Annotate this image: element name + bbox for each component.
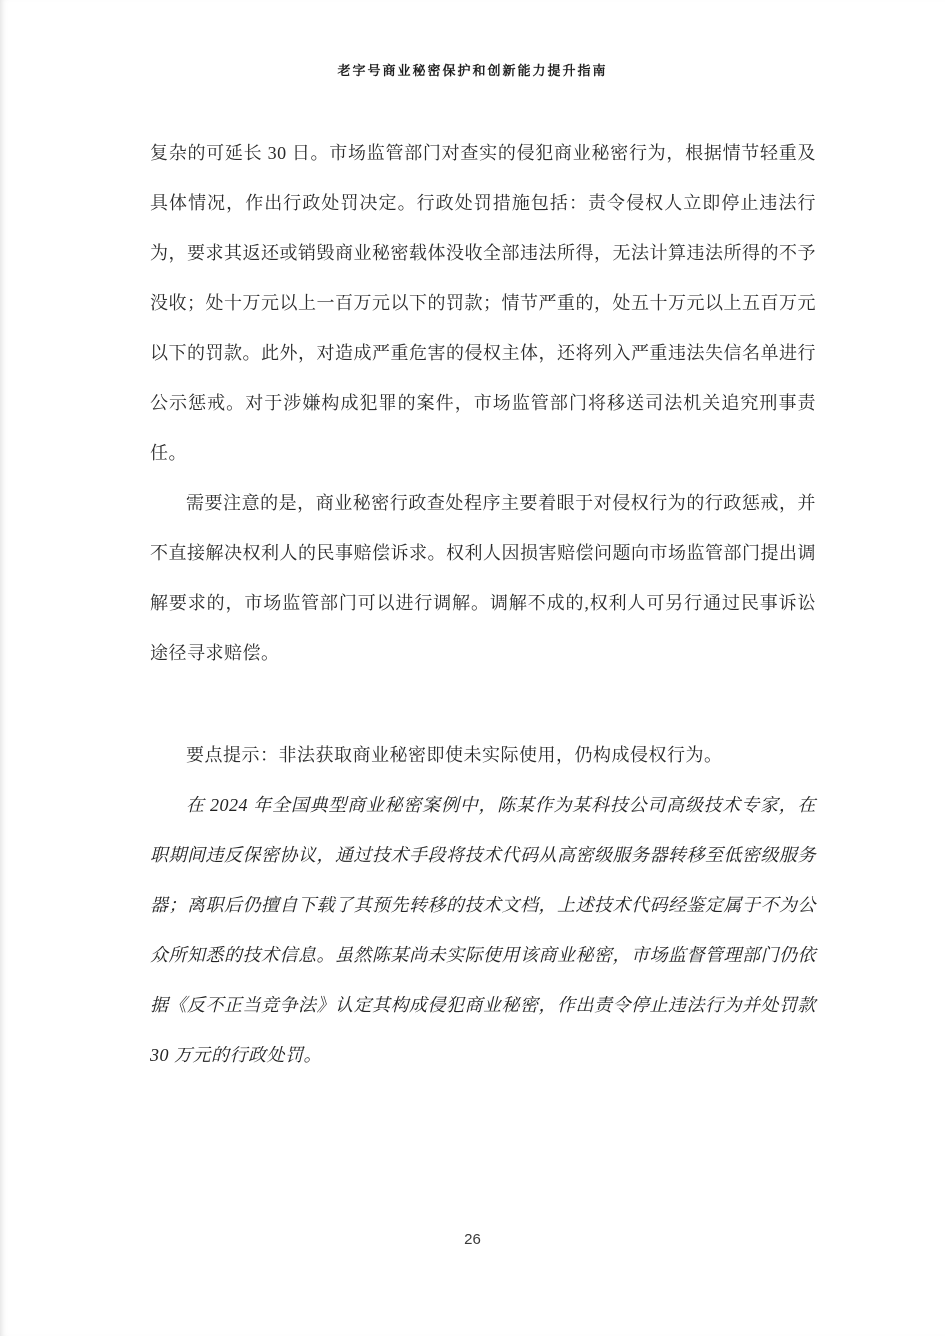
key-point-tip: 要点提示：非法获取商业秘密即使未实际使用，仍构成侵权行为。	[186, 745, 723, 765]
body-paragraph-continuation: 复杂的可延长 30 日。市场监管部门对查实的侵犯商业秘密行为，根据情节轻重及具体情况，作出行政处罚决定。行政处罚措施包括：责令侵权人立即停止违法行为，要求其返还或销毁商业秘密载体没收全部违法所得，无法计算违法所得的不予没收；处十万元以上一百万元以下的罚款；情节严重的，处五十万元以上五百万元以下的罚款。此外，对造成严重危害的侵权主体，还将列入严重违法失信名单进行公示惩戒。对于涉嫌构成犯罪的案件，市场监管部门将移送司法机关追究刑事责任。	[150, 143, 816, 463]
document-body	[150, 128, 816, 1080]
body-paragraph-mediation: 需要注意的是，商业秘密行政查处程序主要着眼于对侵权行为的行政惩戒，并不直接解决权利人的民事赔偿诉求。权利人因损害赔偿问题向市场监管部门提出调解要求的，市场监管部门可以进行调解。调解不成的,权利人可另行通过民事诉讼途径寻求赔偿。	[150, 493, 816, 663]
page-header-title: 老字号商业秘密保护和创新能力提升指南	[337, 63, 608, 78]
page-number: 26	[464, 1231, 481, 1248]
case-study-paragraph: 在 2024 年全国典型商业秘密案例中，陈某作为某科技公司高级技术专家，在职期间违反保密协议，通过技术手段将技术代码从高密级服务器转移至低密级服务器；离职后仍擅自下载了其预先转移的技术文档，上述技术代码经鉴定属于不为公众所知悉的技术信息。虽然陈某尚未实际使用该商业秘密，市场监督管理部门仍依据《反不正当竞争法》认定其构成侵犯商业秘密，作出责令停止违法行为并处罚款 30 万元的行政处罚。	[150, 795, 816, 1065]
